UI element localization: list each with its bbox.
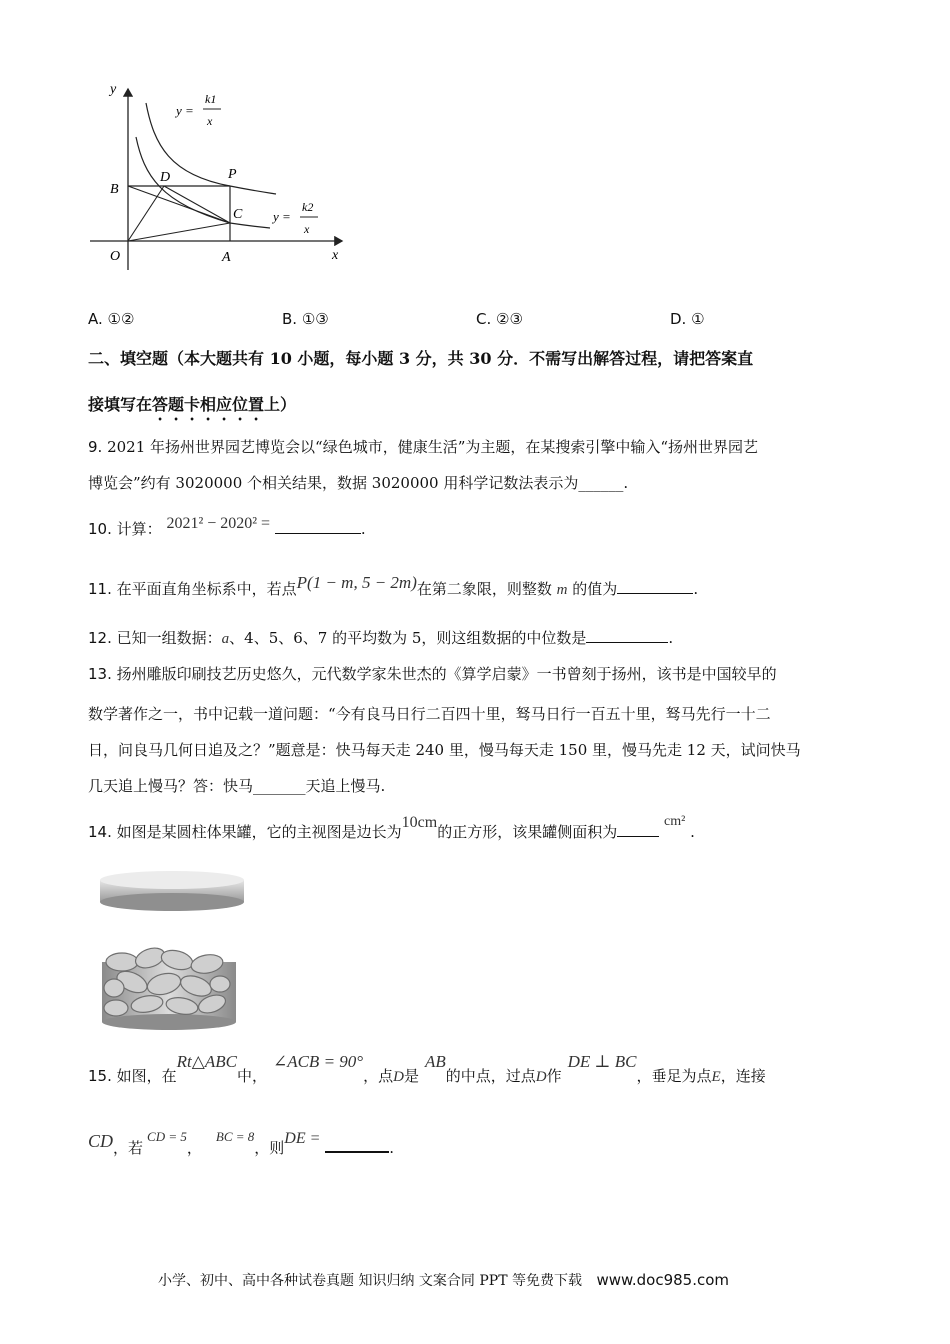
- label-x: x: [332, 248, 339, 263]
- label-o: O: [110, 249, 121, 264]
- question-text: 2021 年扬州世界园艺博览会以“绿色城市，健康生活”为主题，在某搜索引擎中输入“扬州世界园艺: [107, 438, 759, 456]
- period: .: [389, 1139, 394, 1157]
- question-text: 扬州雕版印刷技艺历史悠久，元代数学家朱世杰的《算学启蒙》一书曾刻于扬州，该书是中国较早的: [116, 665, 777, 683]
- question-10: [88, 515, 366, 539]
- label-a: A: [222, 250, 231, 265]
- option-a: [88, 310, 134, 328]
- heading-plain: 接填写在: [88, 395, 153, 414]
- curve1-num: k1: [205, 92, 217, 106]
- curve1-lhs: y =: [176, 103, 194, 118]
- answer-blank: [325, 1137, 389, 1153]
- question-text: 在平面直角坐标系中，若点: [116, 580, 297, 598]
- option-letter: A.: [88, 310, 103, 328]
- question-text: 在第二象限，则整数: [416, 580, 552, 598]
- math-expression: BC = 8: [215, 1129, 255, 1144]
- question-13-line2: 数学著作之一，书中记载一道问题：“今有良马日行二百四十里，驽马日行一百五十里，驽马先行一十二: [88, 705, 771, 723]
- period: .: [668, 629, 674, 647]
- option-letter: C.: [476, 310, 492, 328]
- question-text: ，点: [363, 1067, 394, 1085]
- heading-dotted: 答题卡相应位置: [152, 395, 265, 414]
- option-text: ①③: [301, 310, 329, 328]
- section-heading-line2: [88, 392, 296, 424]
- question-text: ，若: [113, 1139, 144, 1157]
- question-13-line1: [88, 663, 777, 684]
- question-text: 、4、5、6、7 的平均数为 5，则这组数据的中位数是: [229, 629, 587, 647]
- math-variable: D: [393, 1069, 404, 1085]
- math-expression: P(1 − m, 5 − 2m): [296, 573, 417, 592]
- period: .: [690, 823, 695, 841]
- curve2-num: k2: [302, 200, 314, 214]
- label-d: D: [160, 170, 171, 185]
- option-letter: B.: [282, 310, 298, 328]
- function-graph-figure: [80, 75, 360, 275]
- math-expression: CD = 5: [147, 1129, 187, 1144]
- answer-blank: [617, 579, 693, 594]
- option-text: ①: [691, 310, 705, 328]
- question-text: ，垂足为点: [636, 1067, 712, 1085]
- question-11: [88, 573, 699, 599]
- question-text: 的值为: [572, 580, 618, 598]
- question-number: 13.: [88, 665, 112, 683]
- math-expression: 10cm: [401, 814, 438, 831]
- question-number: 14.: [88, 823, 112, 841]
- section-heading-line1: 二、填空题（本大题共有 10 小题，每小题 3 分，共 30 分．不需写出解答过程，请把答案直: [88, 349, 754, 368]
- question-9-line2: 博览会”约有 3020000 个相关结果，数据 3020000 用科学记数法表示为______.: [88, 474, 629, 492]
- fruit-jar-image: [92, 862, 252, 1034]
- question-number: 15.: [88, 1067, 112, 1085]
- question-12: [88, 627, 673, 648]
- label-b: B: [110, 182, 119, 197]
- option-b: [282, 310, 329, 328]
- math-expression: DE =: [284, 1130, 321, 1147]
- option-d: [670, 310, 705, 328]
- math-expression: DE ⊥ BC: [567, 1052, 637, 1071]
- question-number: 11.: [88, 580, 112, 598]
- heading-end: 上）: [264, 395, 297, 414]
- question-text: 计算：: [116, 520, 162, 538]
- period: .: [693, 580, 699, 598]
- label-p: P: [228, 167, 237, 182]
- math-expression: Rt△ABC: [176, 1052, 237, 1071]
- math-expression: 2021² − 2020² =: [166, 515, 271, 532]
- question-text: 已知一组数据：: [116, 629, 222, 647]
- question-14: [88, 814, 695, 842]
- question-number: 10.: [88, 520, 112, 538]
- question-text: 作: [546, 1067, 562, 1085]
- question-15-line1: [88, 1052, 766, 1086]
- option-text: ①②: [107, 310, 135, 328]
- footer-site-link[interactable]: www.doc985.com: [596, 1271, 730, 1289]
- math-variable: m: [556, 582, 568, 598]
- period: .: [360, 520, 366, 538]
- math-variable: E: [711, 1069, 721, 1085]
- question-text: 的正方形，该果罐侧面积为: [437, 823, 618, 841]
- footer-text: 小学、初中、高中各种试卷真题 知识归纳 文案合同 PPT 等免费下载: [158, 1273, 582, 1289]
- option-text: ②③: [496, 310, 523, 328]
- math-variable: D: [535, 1069, 547, 1085]
- math-expression: ∠ACB = 90°: [272, 1052, 364, 1071]
- answer-blank: [586, 628, 668, 643]
- math-expression: AB: [424, 1052, 446, 1071]
- question-text: ，: [186, 1139, 202, 1157]
- question-text: 中，: [236, 1067, 267, 1085]
- curve2-lhs: y =: [273, 209, 291, 224]
- question-13-line4: 几天追上慢马？答：快马_______天追上慢马.: [88, 777, 386, 795]
- label-c: C: [233, 207, 243, 222]
- option-letter: D.: [670, 310, 687, 328]
- question-text: 是: [403, 1067, 419, 1085]
- question-number: 9.: [88, 438, 103, 456]
- question-9-line1: [88, 436, 758, 457]
- label-y: y: [110, 82, 117, 97]
- question-text: 的中点，过点: [445, 1067, 536, 1085]
- question-number: 12.: [88, 629, 112, 647]
- question-text: 如图是某圆柱体果罐，它的主视图是边长为: [116, 823, 402, 841]
- question-13-line3: 日，问良马几何日追及之？”题意是：快马每天走 240 里，慢马每天走 150 里，慢马先走 12 天，试问快马: [88, 741, 801, 759]
- question-15-line2: [88, 1129, 394, 1158]
- question-text: ，连接: [720, 1067, 766, 1085]
- math-variable: a: [221, 631, 230, 647]
- question-text: 如图，在: [116, 1067, 177, 1085]
- option-c: [476, 310, 523, 328]
- math-unit: cm²: [664, 814, 686, 829]
- footer: [158, 1270, 729, 1290]
- curve2-den: x: [304, 222, 310, 236]
- answer-blank: [617, 822, 659, 837]
- curve1-den: x: [207, 114, 213, 128]
- math-expression: CD: [88, 1131, 114, 1151]
- question-text: ，则: [254, 1139, 285, 1157]
- answer-blank: [275, 519, 361, 534]
